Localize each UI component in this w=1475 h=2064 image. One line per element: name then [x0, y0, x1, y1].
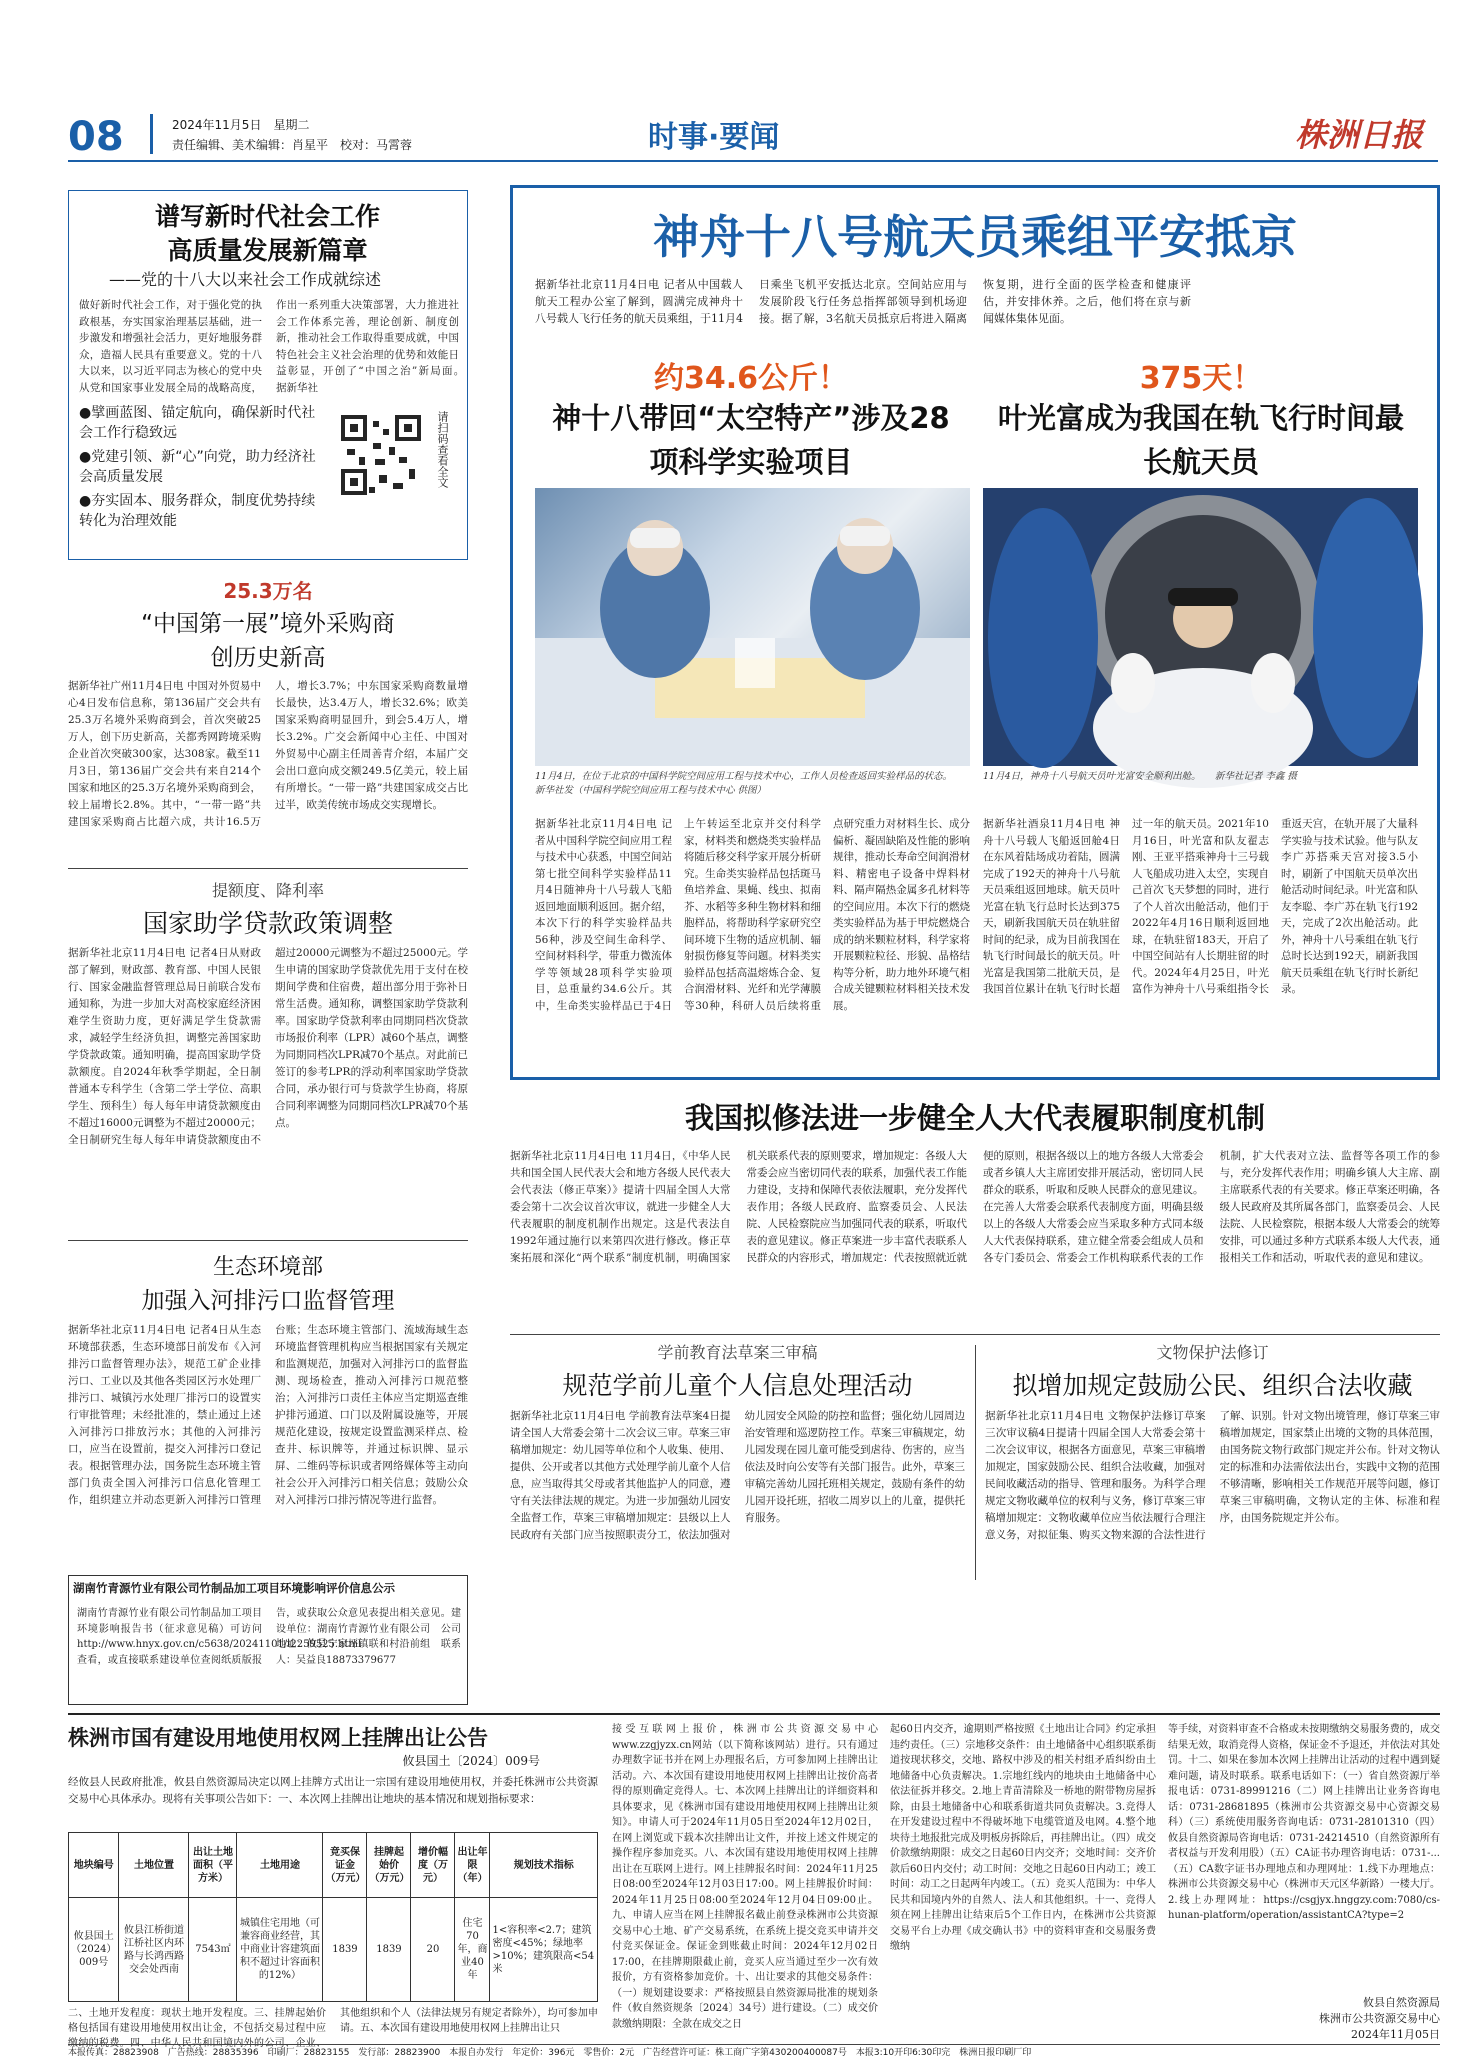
expo-body: 据新华社广州11月4日电 中国对外贸易中心4日发布信息称，第136届广交会共有25.3万名境外采购商到会，首次突破25万人，创下历史新高，关都秀网跨境采购企业首次突破300家，达308家。截至11月3日，第136届广交会共有来自214个国家和地区的25.3万名境外采购商到会，较上届增长2.8%。其中，“一带一路”共建国家采购商占比超六成，共计16.5万人，增长3.7%；中东国家采购商数量增长最快，达3.4万人，增长32.6%；欧美国家采购商明显回升，到会5.4万人，增长3.2%。广交会新闻中心主任、中国对外贸易中心副主任周善青介绍，本届广交会出口意向成交额249.5亿美元，较上届有所增长。“一带一路”共建国家成交占比过半，欧美传统市场成交实现增长。: [68, 680, 468, 828]
expo-rule: [68, 868, 468, 869]
notice-title: 湖南竹青源竹业有限公司竹制品加工项目环境影响评价信息公示: [73, 1581, 395, 1595]
land-col1-after: 二、土地开发程度：现状土地开发程度。三、挂牌起始价格包括国有建设用地使用权出让金，不包括交易过程中应 其他组织和个人（法律法规另有规定者除外），均可参加申请。五、本次国有建设用地使用权网上挂牌出让只: [68, 2008, 598, 2034]
feature-intro-text-4: 学检查和健康评估，并安排休养。之后，他们将在京与新闻媒体集体见面。: [983, 278, 1191, 325]
social-bullet-3: ●夯实固本、服务群众，制度优势持续转化为治理效能: [79, 493, 316, 529]
land-intro-wrap: [68, 1774, 598, 1828]
land-sign-org-2: 株洲市公共资源交易中心: [1319, 2012, 1440, 2025]
footer-line: 本报传真：28823908 广告热线：28835396 印刷厂：28823155 发行部：28823900 本报自办发行 年定价：396元 零售价：2元 广告经营许可证：株工商广字第430200400087号 本报3:10开印6:30印完 株洲日报印刷厂印: [68, 2048, 1032, 2058]
right-kicker: 375天！: [1139, 361, 1263, 396]
land-col2-wrap: [612, 1722, 878, 2040]
npc-body: 据新华社北京11月4日电 11月4日，《中华人民共和国全国人民代表大会和地方各级人民代表大会代表法（修正草案）》提请十四届全国人大常委会第十二次会议首次审议，就进一步健全人大代表履职的制度机制作出规定。这是代表法自1992年通过施行以来第四次进行修改。修正草案拓展和深化“两个联系”制度机制，明确国家机关联系代表的原则要求，增加规定：各级人大常委会应当密切同代表的联系，加强代表工作能力建设，支持和保障代表依法履职，充分发挥代表作用；各级人民政府、监察委员会、人民法院、人民检察院应当加强同代表的联系，听取代表的意见建议。修正草案进一步丰富代表联系人民群众的内容形式，增加规定：代表按照就近就便的原则，根据各级以上的地方各级人大常委会或者乡镇人大主席团安排开展活动，密切同人民群众的联系，听取和反映人民群众的意见建议。在完善人大常委会联系代表制度方面，明确县级以上的各级人大常委会应当采取多种方式同本级人大代表保持联系，建立健全常委会组成人员和各专门委员会、常委会工作机构联系代表的工作机制，扩大代表对立法、监督等各项工作的参与，充分发挥代表作用；明确乡镇人大主席、副主席联系代表的有关要求。修正草案还明确，各级人民政府及其所属各部门，监察委员会、人民法院、人民检察院，根据本级人大常委会的统筹安排，可以通过多种方式联系本级人大代表，通报相关工作和活动，听取代表的意见和建议。: [510, 1150, 1440, 1264]
td-increment: 20: [411, 1898, 455, 2002]
land-top-rule: [68, 1713, 1440, 1715]
section-title: 时事·要闻: [648, 120, 780, 155]
feature-intro-text-2: 行任务的航天员乘组，于11月4日乘坐飞机平安抵达北京。空间站应用与发展阶段飞行任务总指挥部领: [590, 278, 967, 325]
feature-title: 神舟十八号航天员乘组平安抵京: [653, 210, 1297, 264]
td-start-price: 1839: [367, 1898, 411, 2002]
loan-title: 国家助学贷款政策调整: [142, 909, 393, 938]
social-subtitle: ——党的十八大以来社会工作成就综述: [109, 270, 382, 289]
th-location: 土地位置: [119, 1833, 189, 1898]
feature-intro: [535, 276, 1415, 348]
notice-body-wrap: [77, 1606, 461, 1702]
right-story-body: 据新华社酒泉11月4日电 神舟十八号载人飞船返回舱4日在东风着陆场成功着陆，圆满完成了192天的神舟十八号航天员乘组返回地球。航天员叶光富在轨飞行总时长达到375天，刷新我国航天员在轨驻留时间的纪录，成为目前我国在轨飞行时间最长的航天员。叶光富是我国第二批航天员，是我国首位累计在轨飞行时长超过一年的航天员。2021年10月16日，叶光富和队友翟志刚、王亚平搭乘神舟十三号载人飞船成功进入太空，实现自己首次飞天梦想的同时，进行了个人首次出舱活动，他们于2022年4月16日顺利返回地球，在轨驻留183天，开启了中国空间站有人长期驻留的时代。2024年4月25日，叶光富作为神舟十八号乘组指令长重返天宫，在轨开展了大量科学实验与技术试验。他与队友李广苏搭乘天宫对接3.5小时，刷新了中国航天员单次出舱活动时间纪录。叶光富和队友李聪、李广苏在轨飞行192天，完成了2次出舱活动。此外，神舟十八号乘组在轨飞行总时长达到192天，刷新我国航天员乘组在轨飞行时长新纪录。: [983, 818, 1418, 995]
land-col2: 接受互联网上报价，株洲市公共资源交易中心www.zzgjyzx.cn网站（以下简称该网站）进行。只有通过办理数字证书并在网上办理报名后，方可参加网上挂牌出让活动。六、本次国有建设用地使用权网上挂牌出让按价高者得的原则确定竞得人。七、本次网上挂牌出让的详细资料和具体要求，见《株洲市国有建设用地使用权网上挂牌出让须知》。申请人可于2024年11月05日至2024年12月02日，在网上浏览或下载本次挂牌出让文件，并按上述文件规定的操作程序参加竞买。八、本次国有建设用地使用权网上挂牌出让在互联网上进行。网上挂牌报名时间：2024年11月25日08:00至2024年12月03日17:00。网上挂牌报价时间：2024年11月25日08:00至2024年12月04日09:00止。九、申请人应当在网上挂牌报名截止前登录株洲市公共资源交易中心土地、矿产交易系统，在系统上提交竞买申请并交付竞买保证金。保证金到账截止时间：2024年12月02日17:00，在挂牌期限截止前，竞买人应当通过至少一次有效报价，方有资格参加竞价。十、出让要求的其他交易条件：（一）规划建设要求：严格按照县自然资源局批准的规划条件（攸自然资规条〔2024〕34号）进行建设。（二）成交价款缴纳期限：全款在成交之日: [612, 1724, 878, 2030]
th-use: 土地用途: [237, 1833, 323, 1898]
heritage-title: 拟增加规定鼓励公民、组织合法收藏: [1012, 1371, 1413, 1400]
social-title-2: 高质量发展新篇章: [167, 236, 368, 265]
loan-rule: [68, 1240, 468, 1241]
eco-kicker: 生态环境部: [212, 1255, 323, 1280]
td-indicators: 1<容积率<2.7；建筑密度<45%；绿地率>10%；建筑限高<54米: [490, 1898, 598, 2002]
social-body-wrap: [79, 297, 480, 397]
mid-vertical-rule: [975, 1345, 976, 1580]
th-deposit: 竞买保证金（万元）: [323, 1833, 367, 1898]
td-term: 住宅70年，商业40年: [455, 1898, 490, 2002]
left-photo-caption: 11月4日，在位于北京的中国科学院空间应用工程与技术中心，工作人员检查返回实验样品的状态。 新华社发（中国科学院空间应用工程与技术中心 供图）: [535, 771, 967, 796]
expo-body-wrap: [68, 678, 468, 858]
land-col1-wrap: [68, 2006, 598, 2042]
social-box: [68, 190, 480, 560]
preschool-title: 规范学前儿童个人信息处理活动: [562, 1371, 913, 1400]
expo-title-1: “中国第一展”境外采购商: [141, 611, 395, 637]
th-indicators: 规划技术指标: [490, 1833, 598, 1898]
left-story-body-wrap: [535, 816, 970, 1066]
header-date: 2024年11月5日 星期二: [172, 118, 310, 132]
loan-body-wrap: [68, 945, 468, 1235]
td-use: 城镇住宅用地（可兼容商业经营，其中商业计容建筑面积不超过计容面积的12%）: [237, 1898, 323, 2002]
th-parcel-no: 地块编号: [69, 1833, 119, 1898]
astronaut-photo-illustration: [983, 488, 1418, 766]
npc-body-wrap: [510, 1148, 1440, 1328]
land-table-header-row: [69, 1833, 598, 1898]
astronaut-photo: [983, 488, 1418, 766]
header-rule: [68, 160, 1438, 162]
land-col3-wrap: [890, 1722, 1156, 2040]
th-start-price: 挂牌起始价（万元）: [367, 1833, 411, 1898]
preschool-body: 据新华社北京11月4日电 学前教育法草案4日提请全国人大常委会第十二次会议三审。草案三审稿增加规定：幼儿园等单位和个人收集、使用、提供、公开或者以其他方式处理学前儿童个人信息，应当取得其父母或者其他监护人的同意，遵守有关法律法规的规定。为进一步加强幼儿园安全监督工作，草案三审稿增加规定：县级以上人民政府有关部门应当按照职责分工，依法加强对幼儿园安全风险的防控和监督；强化幼儿园周边治安管理和巡逻防控工作。草案三审稿规定，幼儿园发现在园儿童可能受到虐待、伤害的，应当依法及时向公安等有关部门报告。此外，草案三审稿完善幼儿园托班相关规定，鼓励有条件的幼儿园开设托班，招收二周岁以上的儿童，提供托育服务。: [510, 1410, 965, 1541]
right-story-title: 叶光富成为我国在轨飞行时间最长航天员: [997, 401, 1404, 479]
masthead-logo: 株洲日报: [1295, 116, 1424, 154]
expo-kicker: 25.3万名: [223, 579, 313, 603]
td-area: 7543㎡: [189, 1898, 237, 2002]
eco-body: 据新华社北京11月4日电 记者4日从生态环境部获悉，生态环境部日前发布《入河排污口监督管理办法》，规范工矿企业排污口、工业以及其他各类园区污水处理厂排污口、城镇污水处理厂排污口的设置实行审批管理；未经批准的，禁止通过上述入河排污口排放污水；其他的入河排污口，应当在设置前，提交入河排污口登记表。根据管理办法，国务院生态环境主管部门负责全国入河排污口信息化管理工作，组织建立并动态更新入河排污口管理台账；生态环境主管部门、流域海域生态环境监督管理机构应当根据国家有关规定和监测规范，加强对入河排污口的监督监测、现场检查，推动入河排污口规范整治；入河排污口责任主体应当定期巡查维护排污通道、口门以及附属设施等，开展规范化建设，按规定设置监测采样点、检查井、标识牌等，并通过标识牌、显示屏、二维码等标识或者网络媒体等主动向社会公开入河排污口相关信息；鼓励公众对入河排污口排污情况等进行监督。: [68, 1324, 468, 1506]
land-title: 株洲市国有建设用地使用权网上挂牌出让公告: [68, 1726, 488, 1750]
heritage-kicker: 文物保护法修订: [1156, 1343, 1269, 1362]
notice-box: [68, 1575, 468, 1705]
th-increment: 增价幅度（万元）: [411, 1833, 455, 1898]
heritage-body-wrap: [985, 1408, 1440, 1586]
table-row: [69, 1898, 598, 2002]
right-story-body-wrap: [983, 816, 1418, 1066]
land-table: [68, 1832, 598, 2002]
eco-body-wrap: [68, 1322, 468, 1562]
expo-title-2: 创历史新高: [210, 645, 326, 671]
left-story-title: 神十八带回“太空特产”涉及28项科学实验项目: [552, 401, 950, 479]
feature-intro-text-1: 据新华社北京11月4日电 记者从中国载人航天工程办公室了解到，圆满完成神舟十八号载人飞: [535, 278, 743, 325]
td-location: 攸县江桥街道江桥社区内环路与长鸿西路交会处西南: [119, 1898, 189, 2002]
land-col4-wrap: [1168, 1722, 1440, 1992]
footer-rule: [68, 2044, 1440, 2045]
header-divider-bar: [150, 114, 153, 154]
loan-kicker: 提额度、降利率: [211, 881, 324, 900]
land-col3: 起60日内交齐，逾期则严格按照《土地出让合同》约定承担违约责任。（三）宗地移交条件：由土地储备中心组织联系街道按现状移交，交地、路权中涉及的相关村组矛盾纠纷由土地储备中心负责解决。1.宗地红线内的地块由土地储备中心依法征拆并移交。2.地上青苗清除及一桥地的附带物房屋拆除，由县土地储备中心和联系街道共同负责解决。3.竞得人在开发建设过程中不得破坏地下电缆管道及电网。4.整个地块待土地报批完成及明板房拆除后，再挂牌出让。（四）成交价款缴纳期限：成交之日起60日内交齐；交地时间：交齐价款后60日内交付；动工时间：交地之日起60日内动工；竣工时间：动工之日起两年内竣工。（五）竞买人范围为：中华人民共和国境内外的自然人、法人和其他组织。十一、竞得人须在网上挂牌出让结束后5个工作日内，在株洲市公共资源交易平台上办理《成交确认书》中的资料审查和交易服务费缴纳: [890, 1724, 1156, 1952]
eco-title: 加强入河排污口监督管理: [141, 1288, 395, 1314]
lab-photo: [535, 488, 970, 766]
npc-title: 我国拟修法进一步健全人大代表履职制度机制: [684, 1101, 1265, 1135]
land-intro: 经攸县人民政府批准，攸县自然资源局决定以网上挂牌方式出让一宗国有建设用地使用权，并委托株洲市公共资源交易中心具体承办。现将有关事项公告如下：一、本次网上挂牌出让地块的基本情况和规划指标要求：: [68, 1776, 598, 1805]
preschool-body-wrap: [510, 1408, 965, 1586]
qr-code-icon: [339, 413, 423, 497]
notice-body: 湖南竹青源竹业有限公司竹制品加工项目环境影响报告书（征求意见稿）可访问http://www.hnyx.gov.cn/c5638/20241101/i2259525.html查看，或直接联系建设单位查阅纸质版报告，或获取公众意见表提出相关意见。建设单位：湖南竹青源竹业有限公司 公司地址：攸县宁家坪镇联和村沿前组 联系人：吴益良18873379677: [77, 1608, 461, 1666]
land-sign-date: 2024年11月05日: [1351, 2028, 1440, 2041]
qr-note: 请扫码查看全文: [436, 411, 449, 488]
loan-body: 据新华社北京11月4日电 记者4日从财政部了解到，财政部、教育部、中国人民银行、国家金融监督管理总局日前联合发布通知称，为进一步加大对高校家庭经济困难学生资助力度，更好满足学生贷款需求，减轻学生经济负担，调整完善国家助学贷款政策。通知明确，提高国家助学贷款额度。自2024年秋季学期起，全日制普通本专科学生（含第二学士学位、高职学生、预科生）每人每年申请贷款额度由不超过16000元调整为不超过20000元；全日制研究生每人每年申请贷款额度由不超过20000元调整为不超过25000元。学生申请的国家助学贷款优先用于支付在校期间学费和住宿费，超出部分用于弥补日常生活费。通知称，调整国家助学贷款利率。国家助学贷款利率由同期同档次贷款市场报价利率（LPR）减60个基点，调整为同期同档次LPR减70个基点。对此前已签订的参考LPR的浮动利率国家助学贷款合同，承办银行可与贷款学生协商，将原合同利率调整为同期同档次LPR减70个基点。: [68, 947, 468, 1146]
land-ref: 攸县国土〔2024〕009号: [402, 1754, 540, 1768]
social-title-1: 谱写新时代社会工作: [154, 202, 380, 231]
page-number: 08: [68, 114, 124, 160]
feature-intro-text-3: 导到机场迎接。据了解，3名航天员抵京后将进入隔离恢复期，进行全面的医: [759, 278, 1107, 325]
right-photo-caption: 11月4日，神舟十八号航天员叶光富安全顺利出舱。 新华社记者 李鑫 摄: [983, 771, 1297, 782]
npc-rule: [510, 1334, 1440, 1335]
preschool-kicker: 学前教育法草案三审稿: [657, 1343, 818, 1362]
social-body: 做好新时代社会工作，对于强化党的执政根基，夯实国家治理基层基础，进一步激发和增强社会活力，更好地服务群众，造福人民具有重要意义。党的十八大以来，以习近平同志为核心的党中央从党和国家事业发展全局的战略高度，作出一系列重大决策部署，大力推进社会工作体系完善，理论创新、制度创新，推动社会工作取得重要成就，中国特色社会主义社会治理的优势和效能日益彰显，开创了“中国之治”新局面。 据新华社: [79, 299, 480, 394]
th-area: 出让土地面积（平方米）: [189, 1833, 237, 1898]
td-deposit: 1839: [323, 1898, 367, 2002]
td-parcel-no: 攸县国土（2024）009号: [69, 1898, 119, 2002]
left-kicker: 约34.6公斤！: [653, 361, 849, 396]
land-col4: 等手续，对资料审查不合格或未按期缴纳交易服务费的，成交结果无效，取消竞得人资格，保证金不予退还，并依法对其处罚。十二、如果在参加本次网上挂牌出让活动的过程中遇到疑难问题，请及时联系。联系电话如下：（一）省自然资源厅举报电话：0731-89991216（二）网上挂牌出让业务咨询电话：0731-28681895（株洲市公共资源交易中心资源交易科）（三）系统使用服务咨询电话：0731-28101310（四）攸县自然资源局咨询电话：0731-24214510（自然资源所有者权益与开发利用股）（五）CA证书办理咨询电话：0731-...（五）CA数字证书办理地点和办理网址：1.线下办理地点：株洲市公共资源交易中心（株洲市天元区华新路）一楼大厅。2.线上办理网址：https://csgjyx.hnggzy.com:7080/cs-hunan-platform/operation/assistantCA?type=2: [1168, 1724, 1440, 1921]
lab-photo-illustration: [535, 488, 970, 766]
social-bullet-1: ●擘画蓝图、锚定航向，确保新时代社会工作行稳致远: [79, 405, 316, 441]
social-bullet-2: ●党建引领、新“心”向党，助力经济社会高质量发展: [79, 449, 316, 485]
left-story-body: 据新华社北京11月4日电 记者从中国科学院空间应用工程与技术中心获悉，中国空间站第七批空间科学实验样品11月4日随神舟十八号载人飞船返回地面顺利返回。据介绍，本次下行的科学实验样品共56种，涉及空间生命科学、空间材料科学，带重力微流体学等领域28项科学实验项目，总重量约34.6公斤。其中，生命类实验样品已于4日上午转运至北京并交付科学家，材料类和燃烧类实验样品将随后移交科学家开展分析研究。生命类实验样品包括斑马鱼培养盒、果蝇、线虫、拟南芥、水稻等多种生物材料和细胞样品，将帮助科学家研究空间环境下生物的适应机制、辐射损伤修复等问题。材料类实验样品包括高温熔炼合金、复合润滑材料、光纤和光学薄膜等30种，科研人员后续将重点研究重力对材料生长、成分偏析、凝固缺陷及性能的影响规律，推动长寿命空间润滑材料、精密电子设备中焊料材料、隔声隔热金属多孔材料等的空间应用。本次下行的燃烧类实验样品为基于甲烷燃烧合成的纳米颗粒材料，科学家将开展颗粒粒径、形貌、晶格结构等分析，助力地外环境气相合成关键颗粒材料相关技术发展。: [535, 818, 970, 1012]
th-term: 出让年限（年）: [455, 1833, 490, 1898]
heritage-body: 据新华社北京11月4日电 文物保护法修订草案三次审议稿4日提请十四届全国人大常委会第十二次会议审议，根据各方面意见，草案三审稿增加规定，国家鼓励公民、组织合法收藏，加强对民间收藏活动的指导、管理和服务。为科学合理规定文物收藏单位的权利与义务，修订草案三审稿增加规定：文物收藏单位应当依法履行合理注意义务，对拟征集、购买文物来源的合法性进行了解、识别。针对文物出境管理，修订草案三审稿增加规定，国家禁止出境的文物的具体范围，由国务院文物行政部门规定并公布。针对文物认定的标准和办法需依法出台，实践中文物的范围不够清晰，影响相关工作规范开展等问题，修订草案三审稿明确，文物认定的主体、标准和程序，由国务院规定并公布。: [985, 1410, 1440, 1541]
land-sign-org-1: 攸县自然资源局: [1363, 1996, 1440, 2009]
header-editors: 责任编辑、美术编辑：肖星平 校对：马霄蓉: [172, 138, 413, 152]
qr-code[interactable]: [339, 413, 423, 497]
feature-box: [510, 185, 1440, 1080]
